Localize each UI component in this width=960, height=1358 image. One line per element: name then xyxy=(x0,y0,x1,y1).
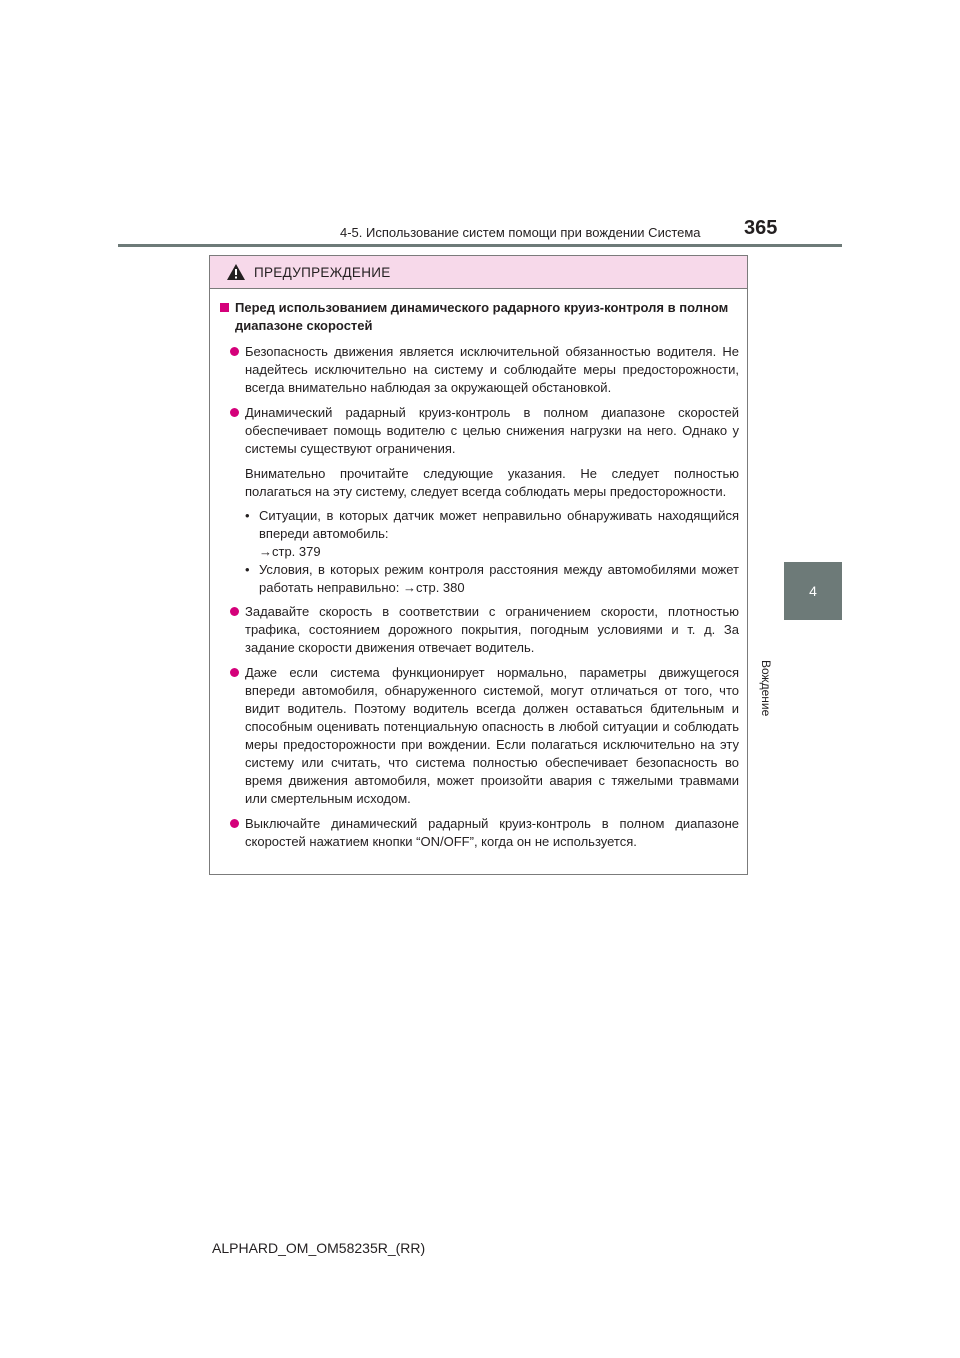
list-item-text: Ситуации, в которых датчик может неправильно обнаруживать находящийся впереди автомобиль: xyxy=(259,508,739,541)
section-title: 4-5. Использование систем помощи при вождении Система xyxy=(340,225,701,240)
warning-subhead xyxy=(220,299,739,335)
warning-item xyxy=(230,603,739,657)
circle-bullet-icon xyxy=(230,607,239,616)
list-item xyxy=(245,561,739,597)
warning-header xyxy=(210,256,747,289)
chapter-tab xyxy=(784,562,842,620)
warning-item xyxy=(230,664,739,808)
square-bullet-icon xyxy=(220,303,229,312)
warning-item xyxy=(230,815,739,851)
warning-item-text: Выключайте динамический радарный круиз-контроль в полном диапазоне скоростей нажатием кнопки “ON/OFF”, когда он не используется. xyxy=(245,816,739,849)
circle-bullet-icon xyxy=(230,408,239,417)
chapter-label: Вождение xyxy=(759,660,773,717)
warning-item-text: Задавайте скорость в соответствии с ограничением скорости, плотностью трафика, состоянием дорожного покрытия, погодным условиями и т. д. За задание скорости движения отвечает водитель. xyxy=(245,604,739,655)
circle-bullet-icon xyxy=(230,819,239,828)
page-number: 365 xyxy=(744,217,778,239)
header-rule xyxy=(118,244,842,247)
warning-item-text: Динамический радарный круиз-контроль в полном диапазоне скоростей обеспечивает помощь водителю с целью снижения нагрузки на него. Однако у системы существуют ограничения. xyxy=(245,405,739,456)
list-item xyxy=(245,507,739,543)
warning-item xyxy=(230,404,739,458)
warning-item-text: Безопасность движения является исключительной обязанностью водителя. Не надейтесь исключительно на систему и соблюдайте меры предосторожности, всегда внимательно наблюдая за окружающей обстановкой. xyxy=(245,344,739,395)
chapter-number: 4 xyxy=(809,583,817,599)
circle-bullet-icon xyxy=(230,347,239,356)
warning-triangle-icon xyxy=(226,263,246,281)
warning-content xyxy=(210,289,747,851)
warning-title: ПРЕДУПРЕЖДЕНИЕ xyxy=(254,264,391,280)
warning-item xyxy=(230,343,739,397)
warning-subhead-text: Перед использованием динамического радарного круиз-контроля в полном диапазоне скоростей xyxy=(235,300,729,333)
circle-bullet-icon xyxy=(230,668,239,677)
small-bullet-icon: • xyxy=(245,562,250,577)
document-code: ALPHARD_OM_OM58235R_(RR) xyxy=(212,1240,426,1256)
warning-box xyxy=(209,255,748,875)
page-reference: →стр. 379 xyxy=(259,544,321,559)
situation-list xyxy=(245,507,739,597)
warning-paragraph: Внимательно прочитайте следующие указания. Не следует полностью полагаться на эту систему, следует всегда соблюдать меры предосторожности. xyxy=(245,466,739,499)
small-bullet-icon: • xyxy=(245,508,250,523)
list-item-text: Условия, в которых режим контроля расстояния между автомобилями может работать неправильно: →стр. 380 xyxy=(259,562,739,595)
warning-item-text: Даже если система функционирует нормально, параметры движущегося впереди автомобиля, обнаруженного системой, могут отличаться от того, что видит водитель. Поэтому водитель всегда должен оставаться бдительным и способным оценивать потенциальную опасность в любой ситуации и соблюдать меры предосторожности при вождении. Если полагаться исключительно на эту систему или считать, что система полностью обеспечивает безопасность во время движения автомобиля, может произойти авария с тяжелыми травмами или смертельным исходом. xyxy=(245,665,739,806)
